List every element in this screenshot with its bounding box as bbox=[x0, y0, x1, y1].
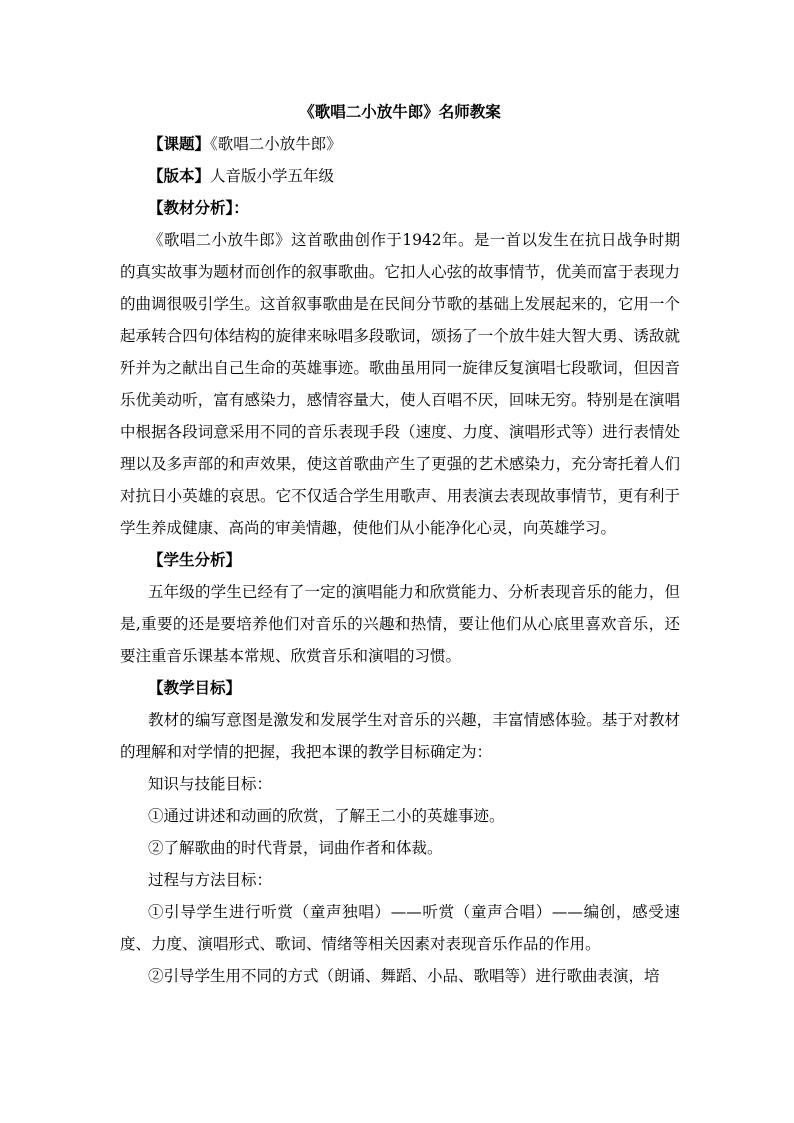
knowledge-item-1: ①通过讲述和动画的欣赏，了解王二小的英雄事迹。 bbox=[148, 807, 505, 825]
document-title: 《歌唱二小放牛郎》名师教案 bbox=[299, 102, 501, 121]
document-page bbox=[120, 96, 680, 992]
topic-value: 《歌唱二小放牛郎》 bbox=[210, 135, 342, 153]
process-label: 过程与方法目标： bbox=[148, 871, 273, 889]
knowledge-label: 知识与技能目标： bbox=[148, 775, 273, 793]
material-paragraph: 《歌唱二小放牛郎》这首歌曲创作于1942年。是一首以发生在抗日战争时期的真实故事为题材而创作的叙事歌曲。它扣人心弦的故事情节，优美而富于表现力的曲调很吸引学生。这首叙事歌曲是在民间分节歌的基础上发展起来的，它用一个起承转合四句体结构的旋律来咏唱多段歌词，颂扬了一个放牛娃大智大勇、诱敌就歼并为之献出自己生命的英雄事迹。歌曲虽用同一旋律反复演唱七段歌词，但因音乐优美动听，富有感染力，感情容量大，使人百唱不厌，回味无穷。特别是在演唱中根据各段词意采用不同的音乐表现手段（速度、力度、演唱形式等）进行表情处理以及多声部的和声效果，使这首歌曲产生了更强的艺术感染力，充分寄托着人们对抗日小英雄的哀思。它不仅适合学生用歌声、用表演去表现故事情节，更有利于学生养成健康、高尚的审美情趣，使他们从小能净化心灵，向英雄学习。 bbox=[120, 231, 680, 537]
edition-value: 人音版小学五年级 bbox=[210, 167, 335, 185]
process-item-2: ②引导学生用不同的方式（朗诵、舞蹈、小品、歌唱等）进行歌曲表演，培 bbox=[148, 967, 660, 985]
goals-heading: 【教学目标】 bbox=[148, 678, 242, 697]
student-heading: 【学生分析】 bbox=[148, 550, 242, 569]
process-item-1: ①引导学生进行听赏（童声独唱）——听赏（童声合唱）——编创，感受速度、力度、演唱形式、歌词、情绪等相关因素对表现音乐作品的作用。 bbox=[120, 903, 680, 953]
edition-label: 【版本】 bbox=[148, 166, 211, 185]
topic-label: 【课题】 bbox=[148, 134, 211, 153]
material-heading: 【教材分析】： bbox=[148, 198, 249, 217]
goals-intro-paragraph: 教材的编写意图是激发和发展学生对音乐的兴趣，丰富情感体验。基于对教材的理解和对学情的把握，我把本课的教学目标确定为： bbox=[120, 711, 680, 761]
topic-line bbox=[120, 128, 680, 160]
knowledge-item-2: ②了解歌曲的时代背景，词曲作者和体裁。 bbox=[148, 839, 443, 857]
edition-line bbox=[120, 160, 680, 192]
student-paragraph: 五年级的学生已经有了一定的演唱能力和欣赏能力、分析表现音乐的能力，但是,重要的还是要培养他们对音乐的兴趣和热情，要让他们从心底里喜欢音乐，还要注重音乐课基本常规、欣赏音乐和演唱的习惯。 bbox=[120, 583, 680, 665]
